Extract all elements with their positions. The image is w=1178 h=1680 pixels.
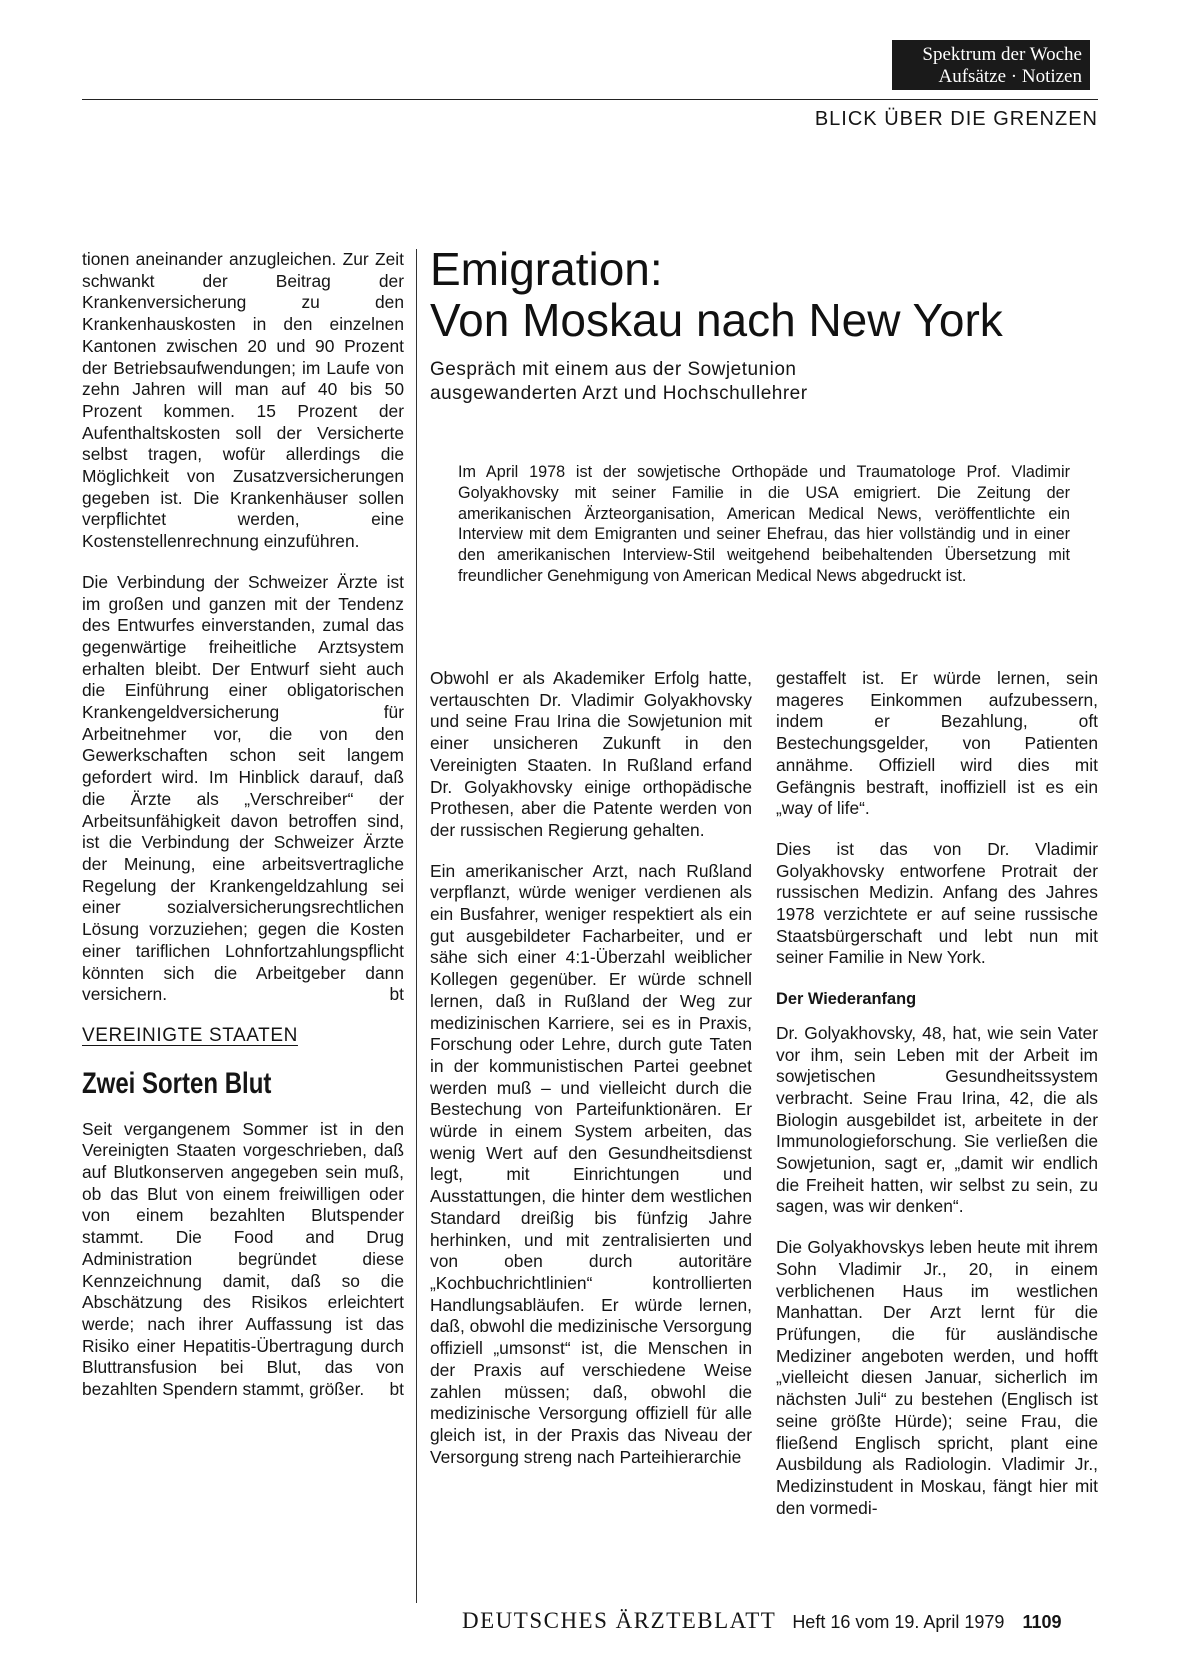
issue-info: Heft 16 vom 19. April 1979 [792, 1612, 1005, 1632]
section-label: BLICK ÜBER DIE GRENZEN [814, 108, 1098, 130]
left-paragraph-2-wrap [82, 572, 404, 1006]
page-number: 1109 [1022, 1612, 1062, 1632]
left-paragraph-2: Die Verbindung der Schweizer Ärzte ist im großen und ganzen mit der Tendenz des Entwurfes einverstanden, zumal das gegenwärtige freiheitliche Arztsystem erhalten bleibt. Der Entwurf sieht auch die Einführung einer obligatorischen Krankengeldversicherung für Arbeitnehmer vor, die von den Gewerkschaften schon seit langem gefordert wird. Im Hinblick darauf, daß die Ärzte als „Verschreiber“ der Arbeitsunfähigkeit davon betroffen sind, ist die Verbindung der Schweizer Ärzte der Meinung, eine arbeitsvertragliche Regelung der Krankengeldzahlung sei einer sozialversicherungsrechtlichen Lösung vorzuziehen; gegen die Kosten einer tariflichen Lohnfortzahlungspflicht könnten sich die Arbeitgeber dann versichern. [82, 571, 404, 1005]
article-subtitle [430, 358, 1098, 406]
headline-line-2: Von Moskau nach New York [430, 294, 1003, 346]
column-divider [416, 249, 417, 1603]
middle-paragraph-2: Ein amerikanischer Arzt, nach Rußland verpflanzt, würde weniger verdienen als ein Busfahrer, weniger respektiert als ein gut ausgebildeter Facharbeiter, und er sähe sich einer 4:1-Überzahl weiblicher Kollegen gegenüber. Er würde schnell lernen, daß in Rußland der Weg zur medizinischen Karriere, sei es in Praxis, Forschung oder Lehre, durch gute Taten in der kommunistischen Partei geebnet werden muß – und vielleicht durch die Bestechung von Parteifunktionären. Er würde in einem System arbeiten, das wenig Wert auf den Gesundheitsdienst legt, mit Einrichtungen und Ausstattungen, die hinter dem westlichen Standard dreißig bis fünfzig Jahre herhinken, und mit zentralisierten und von oben durch autoritäre „Kochbuchrichtlinien“ kontrollierten Handlungsabläufen. Er würde lernen, daß, obwohl die medizinische Versorgung offiziell „umsonst“ ist, die Menschen in der Praxis auf verschiedene Weise zahlen müssen; daß, obwohl die medizinische Versorgung offiziell für alle gleich ist, in der Praxis das Niveau der Versorgung streng nach Parteihierarchie [430, 860, 752, 1467]
left-paragraph-1: tionen aneinander anzugleichen. Zur Zeit schwankt der Beitrag der Krankenversicherung zu den Krankenhauskosten in den einzelnen Kantonen zwischen 20 und 90 Prozent der Betriebsaufwendungen; im Laufe von zehn Jahren will man auf 40 bis 50 Prozent kommen. 15 Prozent der Aufenthaltskosten soll der Versicherte selbst tragen, wofür allerdings die Möglichkeit von Zusatzversicherungen gegeben ist. Die Krankenhäuser sollen verpflichtet werden, eine Kostenstellenrechnung einzuführen. [82, 249, 404, 552]
headline-line-1: Emigration: [430, 243, 663, 295]
right-paragraph-4: Die Golyakhovskys leben heute mit ihrem Sohn Vladimir Jr., 20, in einem verblichenen Haus im westlichen Manhattan. Der Arzt lernt für die Prüfungen, die für ausländische Mediziner angeboten werden, und hofft „vielleicht diesen Januar, sicherlich im nächsten Juli“ zu bestehen (Englisch ist seine größte Hürde); seine Frau, die fließend Englisch spricht, plant eine Ausbildung als Radiologin. Vladimir Jr., Medizinstudent in Moskau, fängt hier mit den vormedi- [776, 1237, 1098, 1518]
right-paragraph-3: Dr. Golyakhovsky, 48, hat, wie sein Vater vor ihm, sein Leben mit der Arbeit im sowjetischen Gesundheitssystem verbracht. Seine Frau Irina, 42, die als Biologin ausgebildet ist, arbeitete in der Immunologieforschung. Sie verließen die Sowjetunion, sagt er, „damit wir endlich die Freiheit hatten, wir selbst zu sein, zu sagen, was wir denken“. [776, 1022, 1098, 1217]
article-headline [430, 244, 1098, 346]
left-paragraph-3: Seit vergangenem Sommer ist in den Vereinigten Staaten vorgeschrieben, daß auf Blutkonserven angegeben sein muß, ob das Blut von einem freiwilligen oder von einem bezahlten Blutspender stammt. Die Food and Drug Administration begründet diese Kennzeichnung damit, daß so die Abschätzung des Risikos erleichtert werde; nach ihrer Auffassung ist das Risiko einer Hepatitis-Übertragung durch Bluttransfusion bei Blut, das von bezahlten Spendern stammt, größer. [82, 1118, 404, 1400]
badge-line-1: Spektrum der Woche [922, 44, 1082, 65]
right-column [776, 668, 1098, 1538]
article-intro: Im April 1978 ist der sowjetische Orthopäde und Traumatologe Prof. Vladimir Golyakhovsky mit seiner Familie in die USA emigriert. Die Zeitung der amerikanischen Ärzteorganisation, American Medical News, veröffentlichte ein Interview mit dem Emigranten und seiner Ehefrau, das hier vollständig und in einer den amerikanischen Interview-Stil weitgehend beibehaltenden Übersetzung mit freundlicher Genehmigung von American Medical News abgedruckt ist. [458, 463, 1070, 585]
badge-line-2: Aufsätze · Notizen [938, 66, 1082, 87]
middle-paragraph-1: Obwohl er als Akademiker Erfolg hatte, vertauschten Dr. Vladimir Golyakhovsky und seine Frau Irina die Sowjetunion mit einer unsicheren Zukunft in den Vereinigten Staaten. In Rußland erfand Dr. Golyakhovsky einige orthopädische Prothesen, aber die Patente werden von der russischen Regierung gehalten. [430, 668, 752, 840]
article-subhead: Der Wiederanfang [776, 990, 917, 1009]
header-rule [82, 99, 1098, 100]
left-paragraph-2-signature: bt [389, 984, 404, 1005]
news-kicker: VEREINIGTE STAATEN [82, 1024, 298, 1046]
left-column [82, 249, 404, 1420]
right-paragraph-2: Dies ist das von Dr. Vladimir Golyakhovsky entworfene Protrait der russischen Medizin. Anfang des Jahres 1978 verzichtete er auf seine russische Staatsbürgerschaft und lebt nun mit seiner Familie in New York. [776, 838, 1098, 968]
section-badge [892, 40, 1090, 90]
subtitle-line-2: ausgewanderten Arzt und Hochschullehrer [430, 383, 808, 404]
subtitle-line-1: Gespräch mit einem aus der Sowjetunion [430, 359, 797, 380]
page-footer [462, 1608, 1102, 1634]
journal-name: DEUTSCHES ÄRZTEBLATT [462, 1608, 777, 1633]
left-paragraph-3-wrap [82, 1119, 404, 1401]
news-title: Zwei Sorten Blut [82, 1066, 272, 1100]
left-paragraph-3-signature: bt [389, 1379, 404, 1400]
right-paragraph-1: gestaffelt ist. Er würde lernen, sein mageres Einkommen aufzubessern, indem er Bezahlung, oft Bestechungsgelder, von Patienten annähme. Offiziell wird dies mit Gefängnis bestraft, inoffiziell ist es ein „way of life“. [776, 668, 1098, 819]
middle-column [430, 668, 752, 1487]
